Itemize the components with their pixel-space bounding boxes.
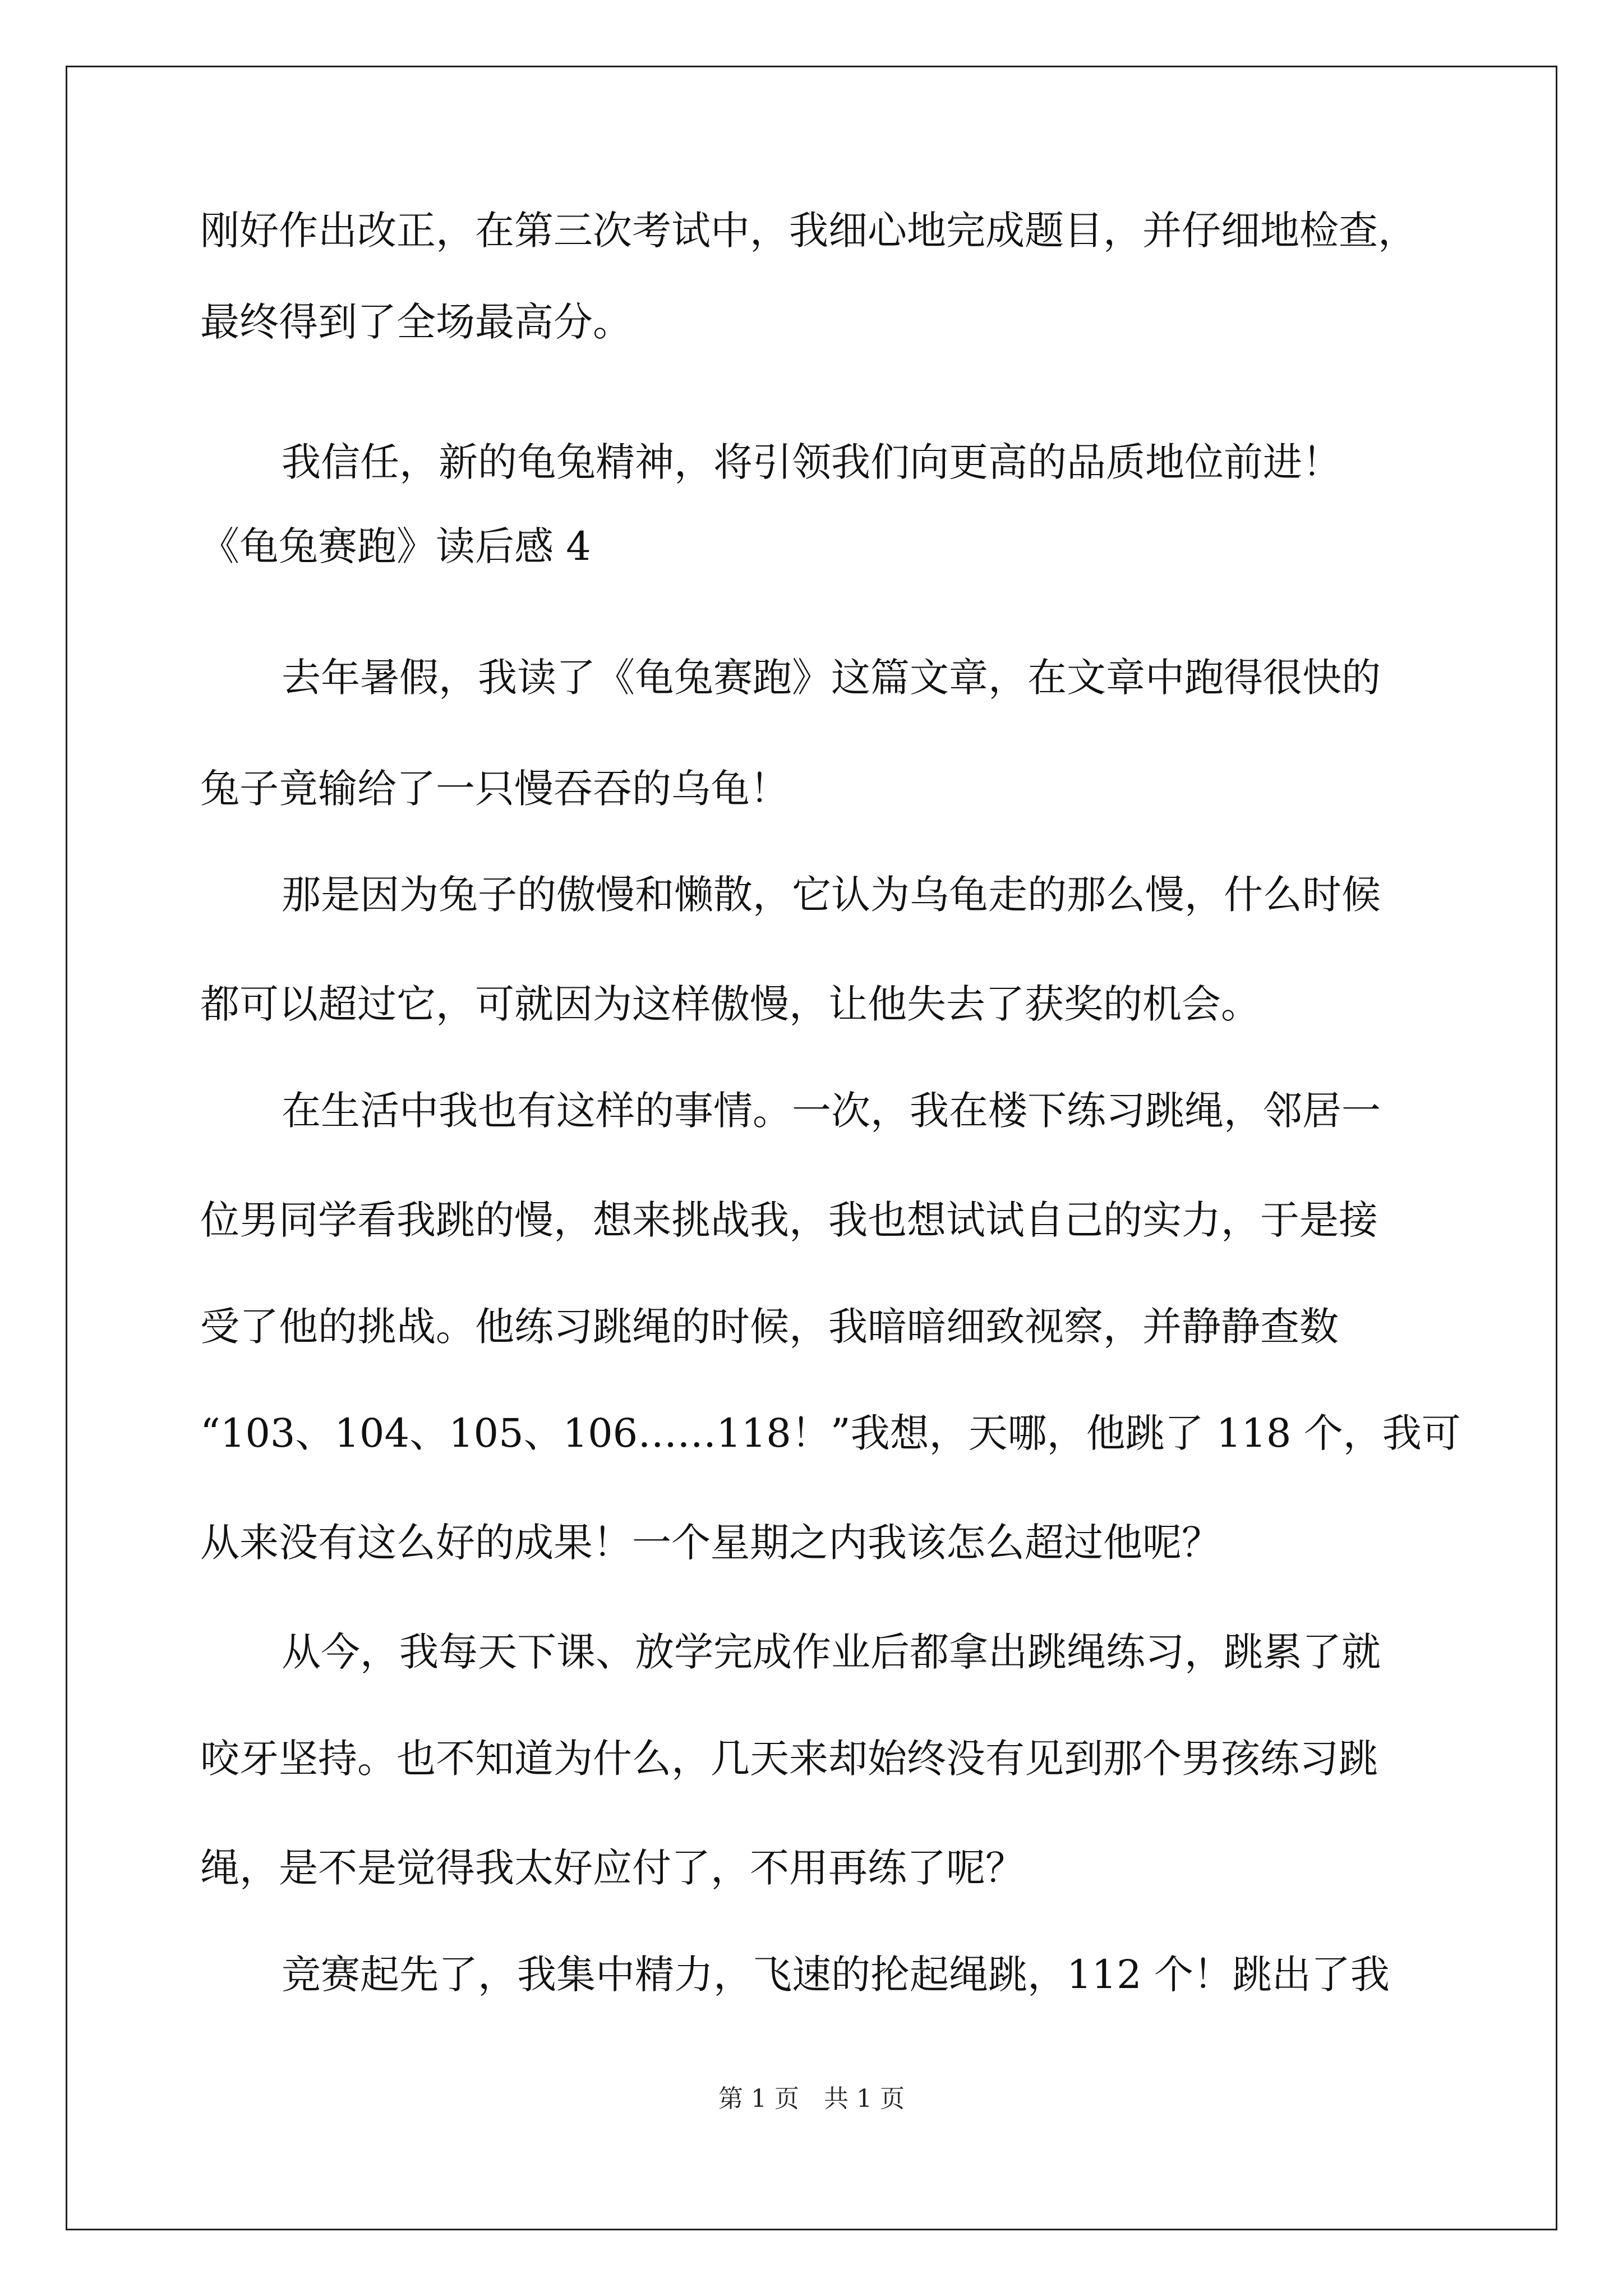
text-line: 从今，我每天下课、放学完成作业后都拿出跳绳练习，跳累了就 <box>282 1629 1381 1675</box>
text-line: 从来没有这么好的成果！一个星期之内我该怎么超过他呢？ <box>200 1520 1221 1566</box>
text-line: 都可以超过它，可就因为这样傲慢，让他失去了获奖的机会。 <box>200 981 1260 1027</box>
text-line: 那是因为兔子的傲慢和懒散，它认为乌龟走的那么慢，什么时候 <box>282 872 1381 918</box>
text-line: 在生活中我也有这样的事情。一次，我在楼下练习跳绳，邻居一 <box>282 1088 1381 1134</box>
section-heading: 《龟兔赛跑》读后感 4 <box>200 523 591 569</box>
text-line: 去年暑假，我读了《龟兔赛跑》这篇文章，在文章中跑得很快的 <box>282 655 1381 701</box>
text-line: “103、104、105、106……118！”我想，天哪，他跳了 118 个，我可 <box>200 1410 1461 1456</box>
text-line: 位男同学看我跳的慢，想来挑战我，我也想试试自己的实力，于是接 <box>200 1197 1378 1243</box>
text-line: 我信任，新的龟兔精神，将引领我们向更高的品质地位前进！ <box>282 439 1341 485</box>
text-line: 兔子竟输给了一只慢吞吞的乌龟！ <box>200 766 789 812</box>
page-number-footer: 第 1 页 共 1 页 <box>718 2085 905 2113</box>
text-line: 咬牙坚持。也不知道为什么，几天来却始终没有见到那个男孩练习跳 <box>200 1736 1378 1782</box>
text-line: 绳，是不是觉得我太好应付了，不用再练了呢？ <box>200 1845 1025 1891</box>
text-line: 受了他的挑战。他练习跳绳的时候，我暗暗细致视察，并静静查数 <box>200 1304 1339 1350</box>
text-line: 竞赛起先了，我集中精力，飞速的抡起绳跳，112 个！跳出了我 <box>282 1952 1390 1998</box>
page-border <box>66 66 1557 2230</box>
text-line: 最终得到了全场最高分。 <box>200 299 632 345</box>
text-line: 刚好作出改正，在第三次考试中，我细心地完成题目，并仔细地检查， <box>200 208 1417 254</box>
